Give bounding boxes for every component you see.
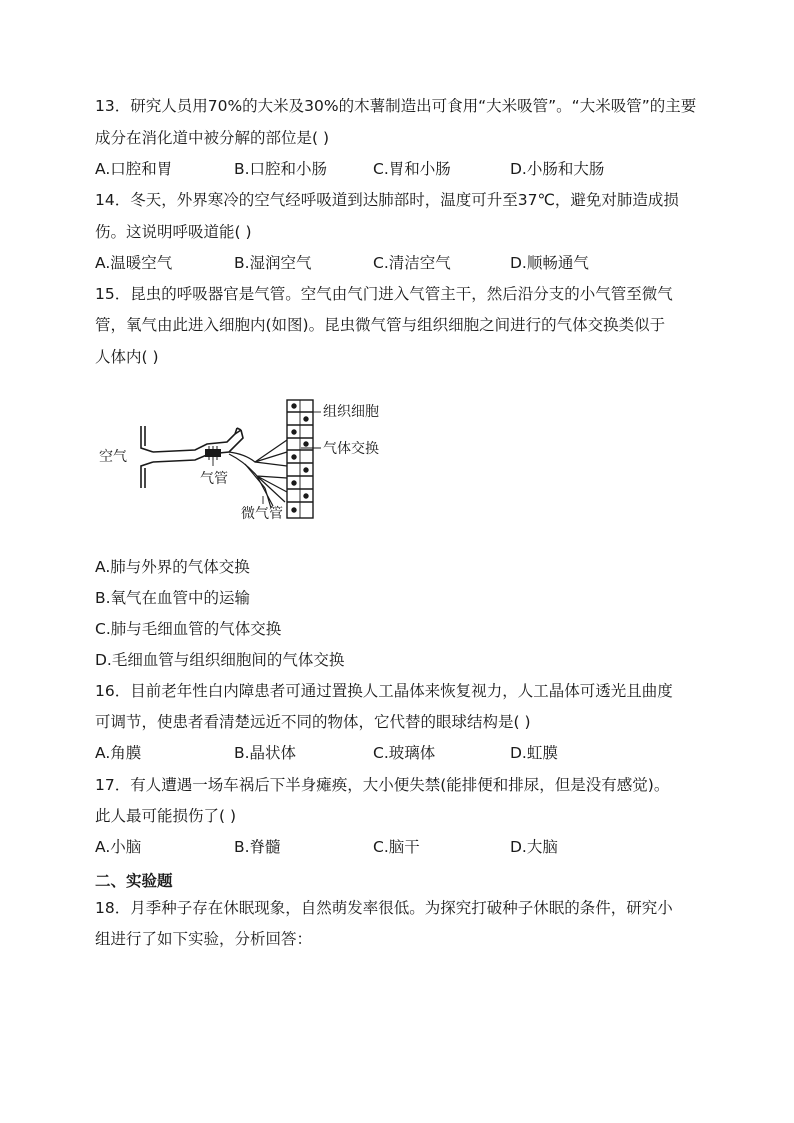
q18-stem-line-1: 18．月季种子存在休眠现象，自然萌发率很低。为探究打破种子休眠的条件，研究小 bbox=[95, 899, 673, 917]
tracheoles bbox=[229, 440, 287, 508]
q15-stem-line-1: 15．昆虫的呼吸器官是气管。空气由气门进入气管主干，然后沿分支的小气管至微气 bbox=[95, 285, 673, 303]
q15-option-d[interactable]: D.毛细血管与组织细胞间的气体交换 bbox=[95, 651, 345, 669]
q14-option-c[interactable]: C.清洁空气 bbox=[373, 254, 451, 272]
q13-option-a[interactable]: A.口腔和胃 bbox=[95, 160, 173, 178]
insect-trachea-svg bbox=[95, 392, 395, 527]
q17-stem-line-1: 17．有人遭遇一场车祸后下半身瘫痪，大小便失禁(能排便和排尿，但是没有感觉)。 bbox=[95, 776, 670, 794]
q17-option-a[interactable]: A.小脑 bbox=[95, 838, 142, 856]
q17-stem-line-2: 此人最可能损伤了( ) bbox=[95, 807, 237, 825]
trachea-tube bbox=[153, 428, 243, 462]
q15-stem-line-3: 人体内( ) bbox=[95, 348, 159, 366]
insect-trachea-diagram bbox=[95, 392, 395, 527]
q15-stem-line-2: 管，氧气由此进入细胞内(如图)。昆虫微气管与组织细胞之间进行的气体交换类似于 bbox=[95, 316, 666, 334]
q13-stem-line-1: 13．研究人员用70%的大米及30%的木薯制造出可食用“大米吸管”。“大米吸管”的主要 bbox=[95, 97, 697, 115]
q14-option-b[interactable]: B.湿润空气 bbox=[234, 254, 312, 272]
section-title-experiment: 二、实验题 bbox=[95, 872, 173, 890]
q16-stem-line-1: 16．目前老年性白内障患者可通过置换人工晶体来恢复视力，人工晶体可透光且曲度 bbox=[95, 682, 673, 700]
q14-stem-line-2: 伤。这说明呼吸道能( ) bbox=[95, 223, 252, 241]
q13-option-d[interactable]: D.小肠和大肠 bbox=[510, 160, 605, 178]
q16-option-b[interactable]: B.晶状体 bbox=[234, 744, 297, 762]
q14-option-a[interactable]: A.温暖空气 bbox=[95, 254, 173, 272]
q16-option-d[interactable]: D.虹膜 bbox=[510, 744, 558, 762]
label-trachea: 气管 bbox=[200, 471, 228, 487]
spiracle bbox=[141, 426, 153, 488]
label-tracheole: 微气管 bbox=[241, 506, 283, 522]
q15-option-a[interactable]: A.肺与外界的气体交换 bbox=[95, 558, 250, 576]
q16-stem-line-2: 可调节，使患者看清楚远近不同的物体，它代替的眼球结构是( ) bbox=[95, 713, 531, 731]
q18-stem-line-2: 组进行了如下实验，分析回答： bbox=[95, 930, 313, 948]
q13-option-c[interactable]: C.胃和小肠 bbox=[373, 160, 451, 178]
q16-option-a[interactable]: A.角膜 bbox=[95, 744, 142, 762]
q13-option-b[interactable]: B.口腔和小肠 bbox=[234, 160, 328, 178]
q17-option-b[interactable]: B.脊髓 bbox=[234, 838, 281, 856]
q16-option-c[interactable]: C.玻璃体 bbox=[373, 744, 436, 762]
q17-option-d[interactable]: D.大脑 bbox=[510, 838, 558, 856]
q14-option-d[interactable]: D.顺畅通气 bbox=[510, 254, 589, 272]
q15-option-c[interactable]: C.肺与毛细血管的气体交换 bbox=[95, 620, 282, 638]
q15-option-b[interactable]: B.氧气在血管中的运输 bbox=[95, 589, 251, 607]
tissue-cells-column bbox=[287, 400, 313, 518]
label-gas-exchange: 气体交换 bbox=[323, 441, 379, 457]
label-air: 空气 bbox=[99, 449, 127, 465]
q13-stem-line-2: 成分在消化道中被分解的部位是( ) bbox=[95, 129, 330, 147]
q17-option-c[interactable]: C.脑干 bbox=[373, 838, 420, 856]
label-tissue-cells: 组织细胞 bbox=[323, 404, 379, 420]
q14-stem-line-1: 14．冬天，外界寒冷的空气经呼吸道到达肺部时，温度可升至37℃，避免对肺造成损 bbox=[95, 191, 679, 209]
